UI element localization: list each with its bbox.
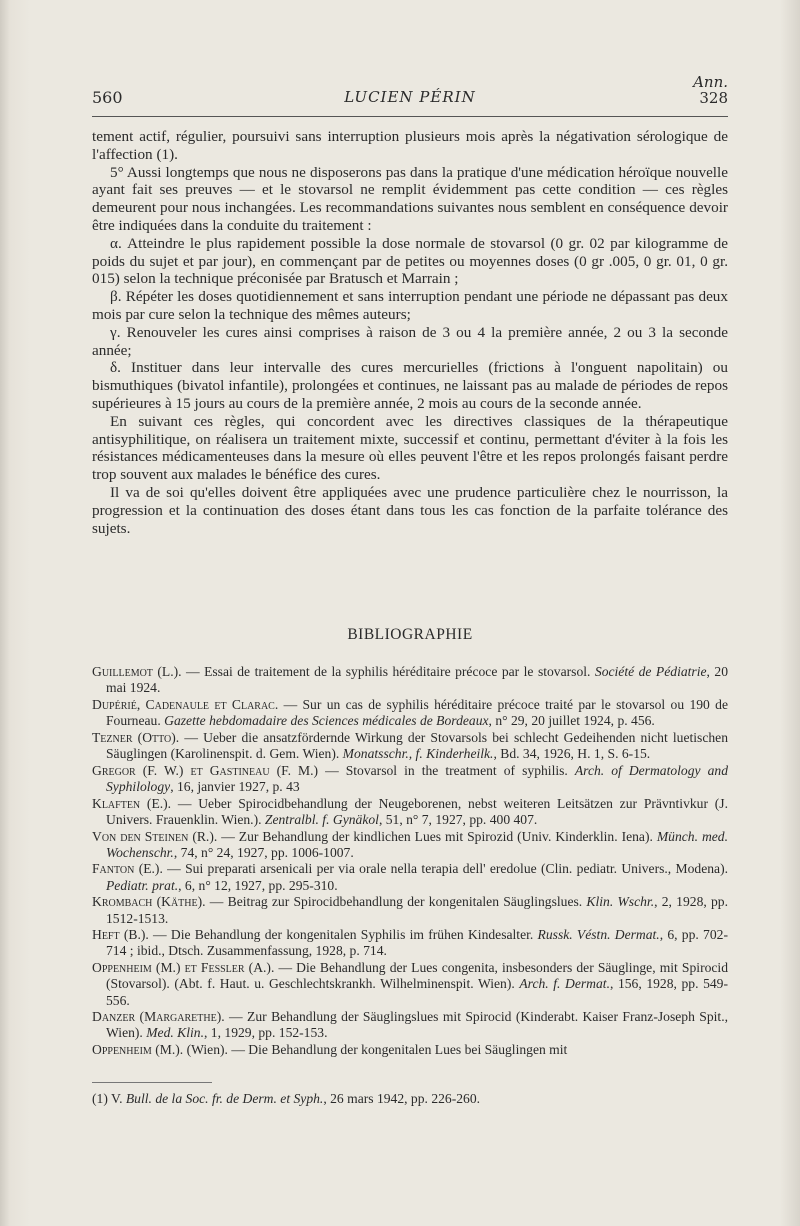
entry-author: Tezner (Otto). <box>92 729 180 745</box>
footnote-marker: (1) V. <box>92 1091 126 1106</box>
entry-text: — Ueber die ansatzfördernde Wirkung der Stovarsols bei schlecht Gedeihenden nicht luetischen Säuglingen (Karolinenspit. d. Gem. Wien). <box>106 729 728 762</box>
entry-text: — Stovarsol in the treatment of syphilis. <box>318 762 575 778</box>
entry-details: , 156, 1928, pp. 549-556. <box>106 976 728 1008</box>
entry-journal: Société de Pédiatrie <box>594 664 707 679</box>
bibliography-entry <box>92 730 728 762</box>
entry-journal: Arch. f. Dermat. <box>519 976 610 992</box>
body-text <box>92 128 728 537</box>
entry-details: , Bd. 34, 1926, H. 1, S. 6-15. <box>493 746 651 762</box>
entry-journal: Monatsschr., f. Kinderheilk. <box>342 746 494 762</box>
entry-author: Guillemot (L.). <box>92 664 182 679</box>
bibliography-heading: BIBLIOGRAPHIE <box>347 626 473 643</box>
entry-text: — Die Behandlung der kongenitalen Syphilis im frühen Kindesalter. <box>148 927 538 943</box>
running-title: LUCIEN PÉRIN <box>344 88 476 106</box>
entry-text: — Essai de traitement de la syphilis héréditaire précoce par le stovarsol. <box>181 664 595 679</box>
page-number: 560 <box>92 88 123 107</box>
entry-text: — Beitrag zur Spirocidbehandlung der kongenitalen Säuglingslues. <box>205 894 587 910</box>
entry-journal: Zentralbl. f. Gynäkol <box>264 811 379 827</box>
entry-text: — Zur Behandlung der kindlichen Lues mit Spirozid (Univ. Kinderklin. Iena). <box>217 828 657 844</box>
footnote-journal: Bull. de la Soc. fr. de Derm. et Syph. <box>125 1091 324 1106</box>
bibliography-entry <box>92 960 728 1009</box>
entry-text: — Die Behandlung der Lues congenita, insbesonders der Säuglinge, mit Spirocid (Stovarsol). (Abt. f. Haut. u. Geschlechtskrankh. Wilhelminenspit. Wien). <box>106 960 728 992</box>
bibliography-entry <box>92 1009 728 1041</box>
entry-details: , 1, 1929, pp. 152-153. <box>204 1025 328 1041</box>
paragraph: Il va de soi qu'elles doivent être appliquées avec une prudence particulière chez le nourrisson, la progression et la continuation des doses étant dans tous les cas fonction de la parfaite tolérance des sujets. <box>92 483 728 537</box>
paragraph: α. Atteindre le plus rapidement possible la dose normale de stovarsol (0 gr. 02 par kilogramme de poids du sujet et par jour), en commençant par de petites ou moyennes doses (0 gr .005, 0 gr. 01, 0 gr. 015) selon la technique préconisée par Bratusch et Marrain ; <box>92 234 728 288</box>
bibliography-entry <box>92 664 728 696</box>
header-rule <box>92 116 728 117</box>
entry-text: (Wien). — Die Behandlung der kongenitalen Lues bei Säuglingen mit <box>183 1042 568 1058</box>
paragraph: 5° Aussi longtemps que nous ne disposerons pas dans la pratique d'une médication héroïque nouvelle ayant fait ses preuves — et le stovarsol ne remplit évidemment pas cette condition — ces règles demeurent pour nous inchangées. Les recommandations suivantes nous semblent en conséquence devoir être indiquées dans la conduite du traitement : <box>92 163 728 234</box>
entry-journal: Klin. Wschr. <box>586 894 655 910</box>
footnote-details: , 26 mars 1942, pp. 226-260. <box>323 1091 481 1106</box>
bibliography-entry <box>92 763 728 795</box>
entry-author: Von den Steinen (R.). <box>92 828 218 844</box>
entry-journal: Pediatr. prat. <box>106 877 179 893</box>
paragraph: β. Répéter les doses quotidiennement et sans interruption pendant une période ne dépassant pas deux mois par cure selon la technique des mêmes auteurs; <box>92 288 728 323</box>
entry-author: Fanton (E.). <box>92 861 163 877</box>
journal-volume <box>693 74 728 106</box>
entry-text: — Zur Behandlung der Säuglingslues mit Spirocid (Kinderabt. Kaiser Franz-Joseph Spit., Wien). <box>106 1009 728 1041</box>
entry-details: , n° 29, 20 juillet 1924, p. 456. <box>488 713 655 729</box>
paragraph: En suivant ces règles, qui concordent avec les directives classiques de la thérapeutique antisyphilitique, on réalisera un traitement mixte, successif et continu, permettant d'éviter à la fois les résistances médicamenteuses dans la mesure où elles peuvent l'être et les repos prolongés faisant perdre trop souvent aux malades le bénéfice des cures. <box>92 412 728 484</box>
paragraph: δ. Instituer dans leur intervalle des cures mercurielles (frictions à l'onguent napolitain) ou bismuthiques (bivatol infantile), prolongées et continues, ne laissant pas au malade de périodes de repos supérieures à 15 jours au cours de la première année, 2 mois au cours de la seconde année. <box>92 359 728 412</box>
entry-journal: Russk. Véstn. Dermat. <box>537 927 660 943</box>
entry-author: Oppenheim (M.) et Fessler (A.). <box>92 960 275 976</box>
entry-author: Klaften (E.). <box>92 795 172 811</box>
entry-text: — Ueber Spirocidbehandlung der Neugeborenen, nebst weiteren Leitsätzen zur Prävntivkur (J. Univers. Frauenklin. Wien.). <box>106 795 728 827</box>
entry-journal: Gazette hebdomadaire des Sciences médicales de Bordeaux <box>164 713 489 729</box>
entry-author: Gregor (F. W.) et Gastineau (F. M.) <box>92 762 319 778</box>
entry-journal: Arch. of Dermatology and Syphilology <box>106 762 728 794</box>
entry-text: — Sui preparati arsenicali per via orale nella terapia dell' eredolue (Clin. pediatr. Univers., Modena). <box>162 861 728 877</box>
footnote <box>92 1091 728 1107</box>
entry-details: , 16, janvier 1927, p. 43 <box>170 778 300 794</box>
bibliography-entry <box>92 1042 728 1058</box>
entry-author: Krombach (Käthe). <box>92 894 206 910</box>
page-header <box>92 72 728 112</box>
entry-details: , 6, n° 12, 1927, pp. 295-310. <box>178 877 338 893</box>
bibliography-list <box>92 664 728 1059</box>
bibliography-entry <box>92 861 728 893</box>
paragraph: tement actif, régulier, poursuivi sans interruption plusieurs mois après la négativation sérologique de l'affection (1). <box>92 128 728 163</box>
bibliography-entry <box>92 894 728 926</box>
entry-author: Heft (B.). <box>92 927 149 943</box>
bibliography-entry <box>92 796 728 828</box>
footnote-rule <box>92 1082 212 1083</box>
entry-details: , 20 mai 1924. <box>106 664 728 696</box>
entry-author: Oppenheim (M.). <box>92 1042 184 1058</box>
bibliography-entry <box>92 829 728 861</box>
entry-details: , 2, 1928, pp. 1512-1513. <box>106 894 728 926</box>
entry-details: , 74, n° 24, 1927, pp. 1006-1007. <box>173 844 354 860</box>
entry-details: , 6, pp. 702-714 ; ibid., Dtsch. Zusammenfassung, 1928, p. 714. <box>106 927 728 959</box>
entry-details: , 51, n° 7, 1927, pp. 400 407. <box>378 811 538 827</box>
paragraph: γ. Renouveler les cures ainsi comprises à raison de 3 ou 4 la première année, 2 ou 3 la seconde année; <box>92 323 728 359</box>
volume-number: 328 <box>699 89 728 107</box>
bibliography-entry <box>92 927 728 959</box>
entry-journal: Med. Klin. <box>146 1025 204 1041</box>
entry-author: Danzer (Margarethe). <box>92 1009 225 1025</box>
journal-abbrev: Ann. <box>693 73 728 91</box>
entry-journal: Münch. med. Wochenschr. <box>106 828 729 860</box>
entry-text: — Sur un cas de syphilis héréditaire précoce traité par le stovarsol ou 190 de Fourneau. <box>106 696 728 729</box>
entry-author: Dupérié, Cadenaule et Clarac. <box>92 696 279 712</box>
bibliography-entry <box>92 697 728 729</box>
